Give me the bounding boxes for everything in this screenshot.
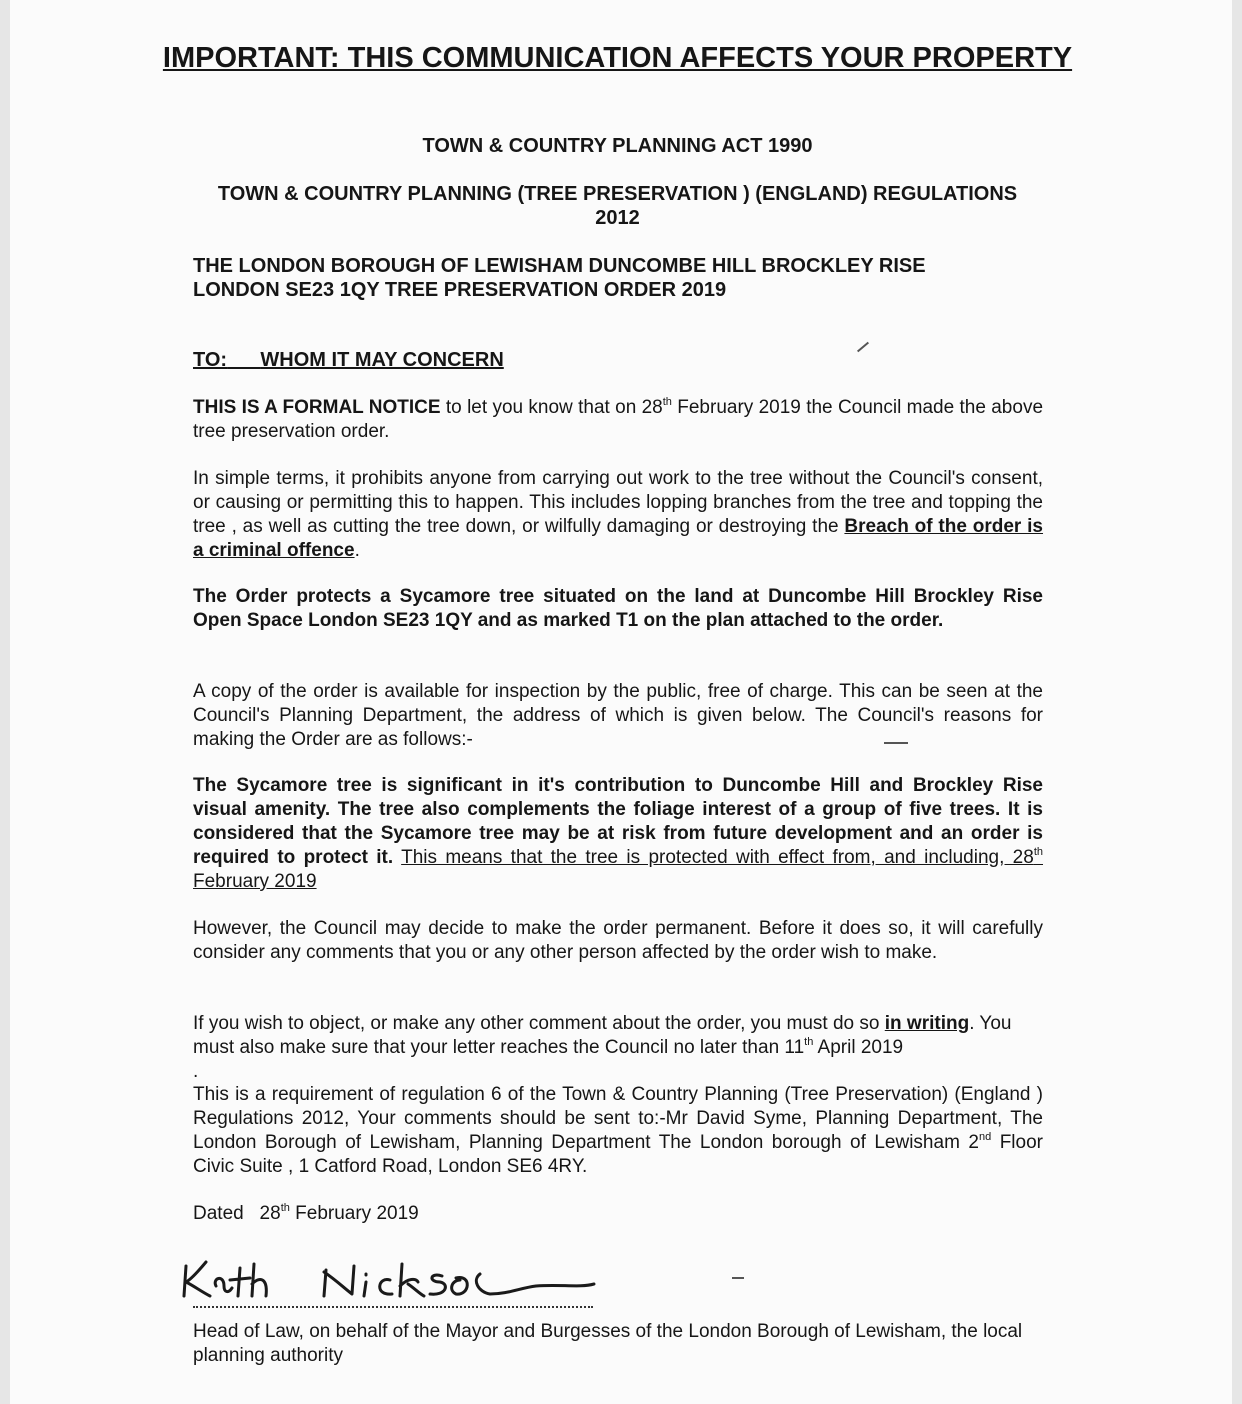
formal-notice-paragraph: THIS IS A FORMAL NOTICE to let you know that on 28th February 2019 the Council made the above tree preservation order. (193, 396, 1044, 442)
scan-speck (884, 742, 908, 744)
signature-line (193, 1306, 593, 1308)
requirement-paragraph: This is a requirement of regulation 6 of the Town & Country Planning (Tree Preservation) (England ) Regulations 2012, Your comments should be sent to:-Mr David Syme, Planning Department, The London Borough of Lewisham, Planning Department The London borough of Lewisham 2nd Floor Civic Suite , 1 Catford Road, London SE6 4RY. (193, 1084, 1043, 1177)
formal-notice-lead: THIS IS A FORMAL NOTICE (193, 397, 441, 418)
objection-paragraph: If you wish to object, or make any other comment about the order, you must do so in writing. You must also make sure that your letter reaches the Council no later than 11th April 2019 . (193, 1013, 1012, 1082)
document-title: IMPORTANT: THIS COMMUNICATION AFFECTS YOUR PROPERTY (162, 42, 1073, 74)
scan-speck (732, 1277, 744, 1279)
reasons-paragraph: The Sycamore tree is significant in it's contribution to Duncombe Hill and Brockley Rise visual amenity. The tree also complements the foliage interest of a group of five trees. It is considered that the Sycamore tree may be at risk from future development and an order is required to protect it. This means that the tree is protected with effect from, and including, 28th February 2019 (193, 775, 1043, 892)
however-paragraph: However, the Council may decide to make the order permanent. Before it does so, it will carefully consider any comments that you or any other person affected by the order wish to make. (193, 918, 1043, 963)
to-label: TO: (193, 349, 228, 371)
recipient-line (193, 348, 504, 372)
act-heading: TOWN & COUNTRY PLANNING ACT 1990 (422, 135, 813, 157)
order-title (193, 254, 1093, 302)
order-title-line2: LONDON SE23 1QY TREE PRESERVATION ORDER 2019 (193, 279, 727, 301)
signatory-title: Head of Law, on behalf of the Mayor and Burgesses of the London Borough of Lewisham, the local planning authority (193, 1321, 1023, 1366)
breach-warning: Breach of the order is a criminal offence (193, 516, 1044, 561)
dated-line: Dated 28th February 2019 (193, 1202, 419, 1224)
protection-effective-date: This means that the tree is protected with effect from, and including, 28th February 2019 (193, 846, 1043, 892)
simple-terms-paragraph: In simple terms, it prohibits anyone from carrying out work to the tree without the Council's consent, or causing or permitting this to happen. This includes lopping branches from the tree and topping the tree , as well as cutting the tree down, or wilfully damaging or destroying the Breach of the order is a criminal offence. (193, 468, 1044, 561)
in-writing-emphasis: in writing (884, 1013, 970, 1034)
order-title-line1: THE LONDON BOROUGH OF LEWISHAM DUNCOMBE HILL BROCKLEY RISE (193, 255, 926, 277)
protects-paragraph: The Order protects a Sycamore tree situated on the land at Duncombe Hill Brockley Rise Open Space London SE23 1QY and as marked T1 on the plan attached to the order. (193, 586, 1043, 631)
regulations-heading: TOWN & COUNTRY PLANNING (TREE PRESERVATION ) (ENGLAND) REGULATIONS 2012 (217, 183, 1018, 229)
recipient: WHOM IT MAY CONCERN (260, 349, 504, 371)
inspection-paragraph: A copy of the order is available for inspection by the public, free of charge. This can be seen at the Council's Planning Department, the address of which is given below. The Council's reasons for making the Order are as follows:- (193, 681, 1043, 750)
signature (180, 1252, 610, 1310)
